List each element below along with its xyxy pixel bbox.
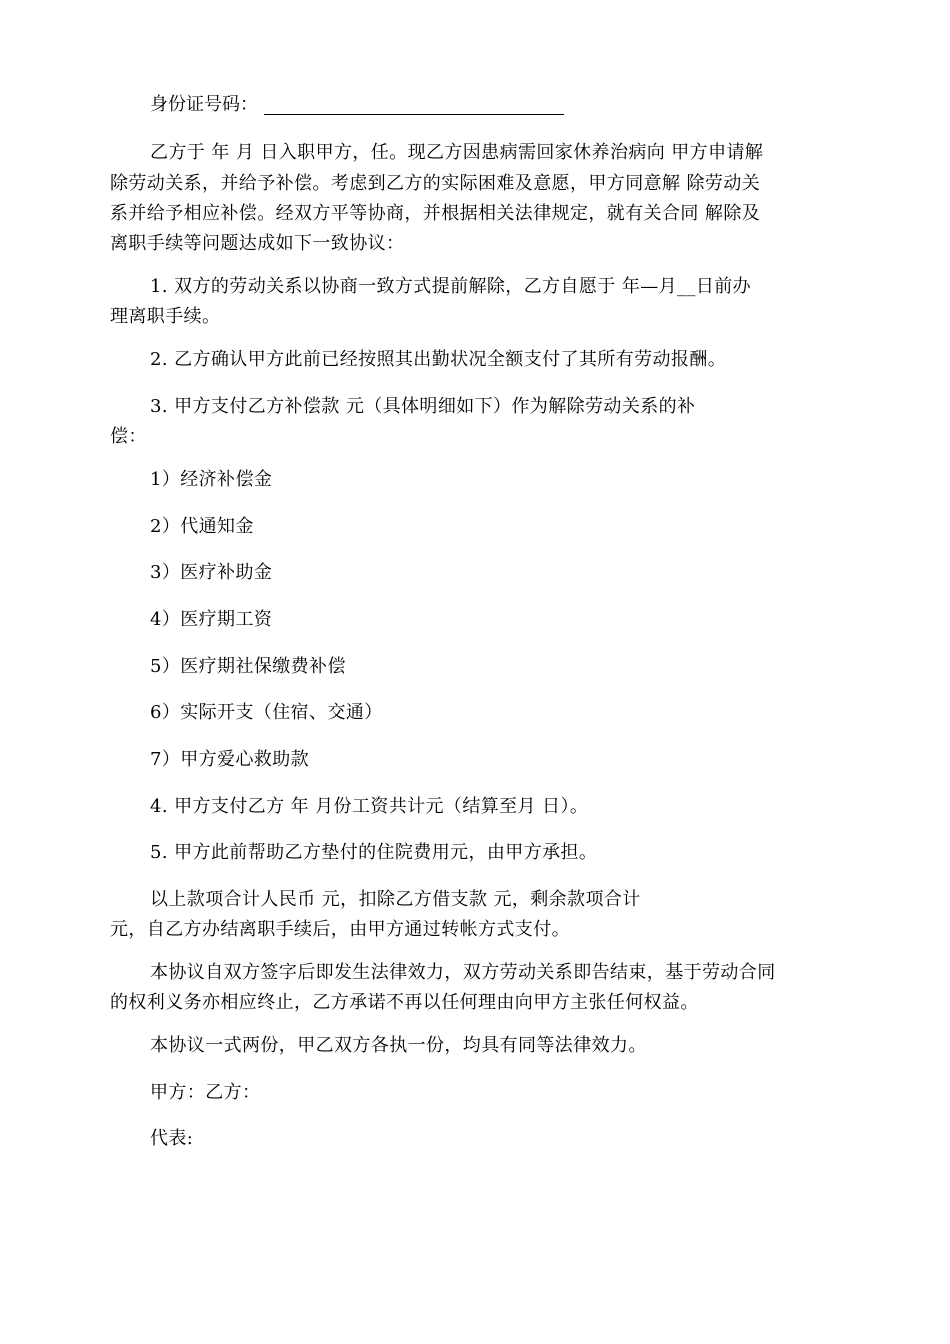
id-number-field (150, 91, 564, 119)
list-item-4: 4）医疗期工资 (150, 609, 273, 630)
intro-line-2: 除劳动关系，并给予补偿。考虑到乙方的实际困难及意愿，甲方同意解 除劳动关 (110, 173, 761, 194)
clause-2: 2. 乙方确认甲方此前已经按照其出勤状况全额支付了其所有劳动报酬。 (150, 349, 727, 370)
intro-line-3: 系并给予相应补偿。经双方平等协商，并根据相关法律规定，就有关合同 解除及 (110, 203, 761, 224)
clause-1-line-2: 理离职手续。 (110, 306, 221, 327)
parties-signature: 甲方：乙方： (150, 1082, 261, 1103)
list-item-6: 6）实际开支（住宿、交通） (150, 702, 383, 723)
list-item-3: 3）医疗补助金 (150, 562, 273, 583)
intro-line-1: 乙方于 年 月 日入职甲方，任。现乙方因患病需回家休养治病向 甲方申请解 (150, 142, 764, 163)
total-line-2: 元，自乙方办结离职手续后，由甲方通过转帐方式支付。 (110, 919, 570, 940)
id-number-label: 身份证号码： (150, 94, 258, 115)
list-item-7: 7）甲方爱心救助款 (150, 749, 310, 770)
id-number-blank (264, 96, 564, 115)
total-line-1: 以上款项合计人民币 元，扣除乙方借支款 元，剩余款项合计 (150, 889, 641, 910)
list-item-5: 5）医疗期社保缴费补偿 (150, 656, 346, 677)
list-item-2: 2）代通知金 (150, 516, 254, 537)
list-item-1: 1）经济补偿金 (150, 469, 273, 490)
representative-signature: 代表: (150, 1128, 194, 1149)
intro-line-4: 离职手续等问题达成如下一致协议： (110, 233, 405, 254)
clause-5: 5. 甲方此前帮助乙方垫付的住院费用元，由甲方承担。 (150, 842, 598, 863)
clause-1-line-1: 1. 双方的劳动关系以协商一致方式提前解除，乙方自愿于 年—月__日前办 (150, 276, 752, 297)
copies-clause: 本协议一式两份，甲乙双方各执一份，均具有同等法律效力。 (150, 1035, 647, 1056)
clause-4: 4. 甲方支付乙方 年 月份工资共计元（结算至月 日）。 (150, 796, 589, 817)
effect-line-1: 本协议自双方签字后即发生法律效力，双方劳动关系即告结束，基于劳动合同 (150, 962, 776, 983)
clause-3-line-2: 偿： (110, 426, 147, 447)
clause-3-line-1: 3. 甲方支付乙方补偿款 元（具体明细如下）作为解除劳动关系的补 (150, 396, 696, 417)
effect-line-2: 的权利义务亦相应终止，乙方承诺不再以任何理由向甲方主张任何权益。 (110, 992, 699, 1013)
